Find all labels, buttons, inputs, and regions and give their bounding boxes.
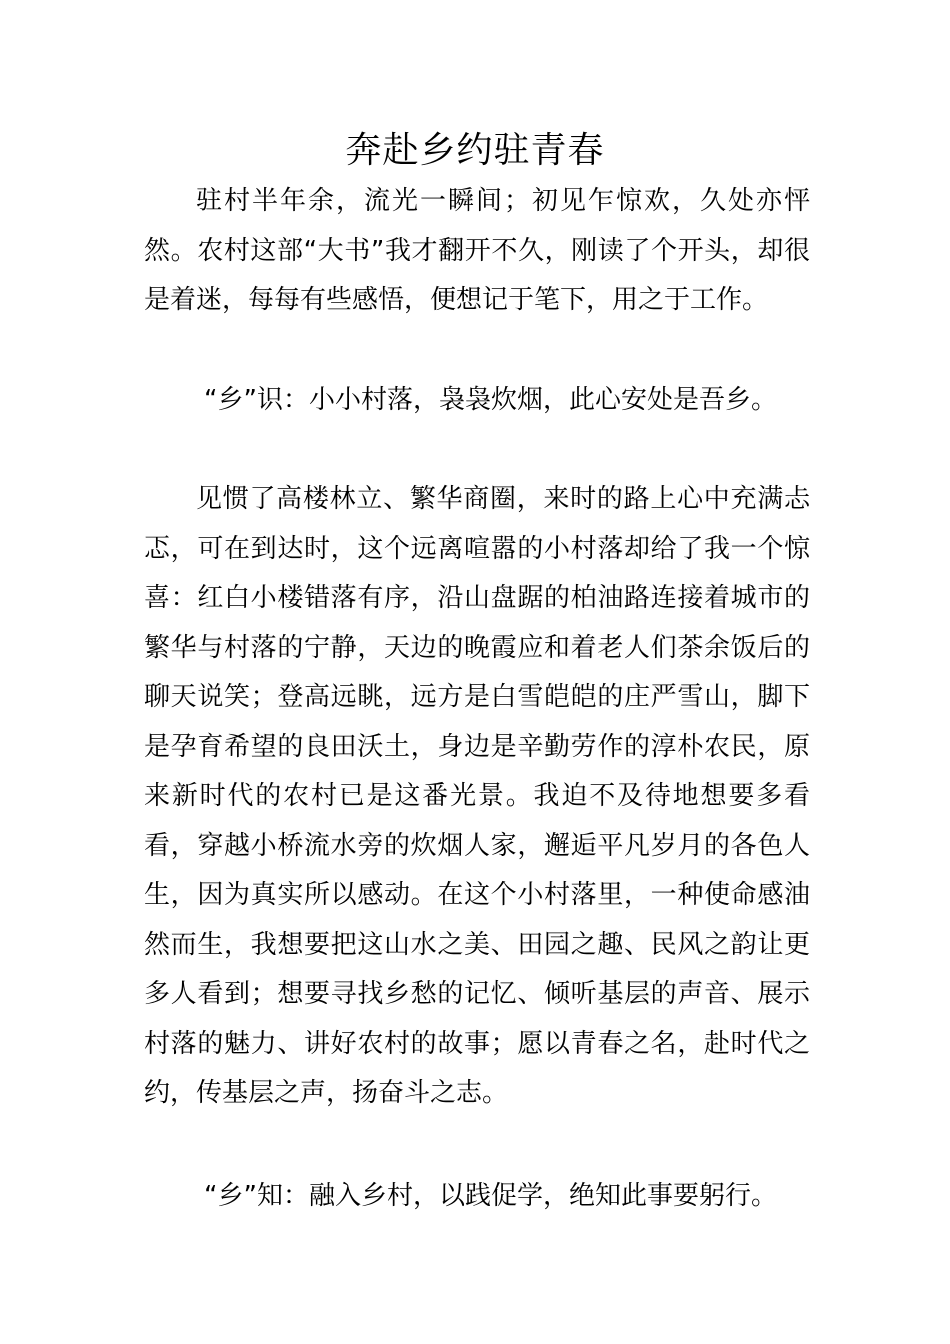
document-title: 奔赴乡约驻青春 xyxy=(345,130,605,171)
section-heading-2: “乡”知：融入乡村，以践促学，绝知此事要躬行。 xyxy=(204,1181,777,1211)
section-heading-1: “乡”识：小小村落，袅袅炊烟，此心安处是吾乡。 xyxy=(204,385,777,415)
section-body-1: 见惯了高楼林立、繁华商圈，来时的路上心中充满忐忑，可在到达时，这个远离喧嚣的小村落却给了我一个惊喜：红白小楼错落有序，沿山盘踞的柏油路连接着城市的繁华与村落的宁静，天边的晚霞应和着老人们茶余饭后的聊天说笑；登高远眺，远方是白雪皑皑的庄严雪山，脚下是孕育希望的良田沃土，身边是辛勤劳作的淳朴农民，原来新时代的农村已是这番光景。我迫不及待地想要多看看，穿越小桥流水旁的炊烟人家，邂逅平凡岁月的各色人生，因为真实所以感动。在这个小村落里，一种使命感油然而生，我想要把这山水之美、田园之趣、民风之韵让更多人看到；想要寻找乡愁的记忆、倾听基层的声音、展示村落的魅力、讲好农村的故事；愿以青春之名，赴时代之约，传基层之声，扬奋斗之志。 xyxy=(144,484,810,1108)
intro-paragraph: 驻村半年余，流光一瞬间；初见乍惊欢，久处亦怦然。农村这部“大书”我才翻开不久，刚读了个开头，却很是着迷，每每有些感悟，便想记于笔下，用之于工作。 xyxy=(144,186,810,315)
